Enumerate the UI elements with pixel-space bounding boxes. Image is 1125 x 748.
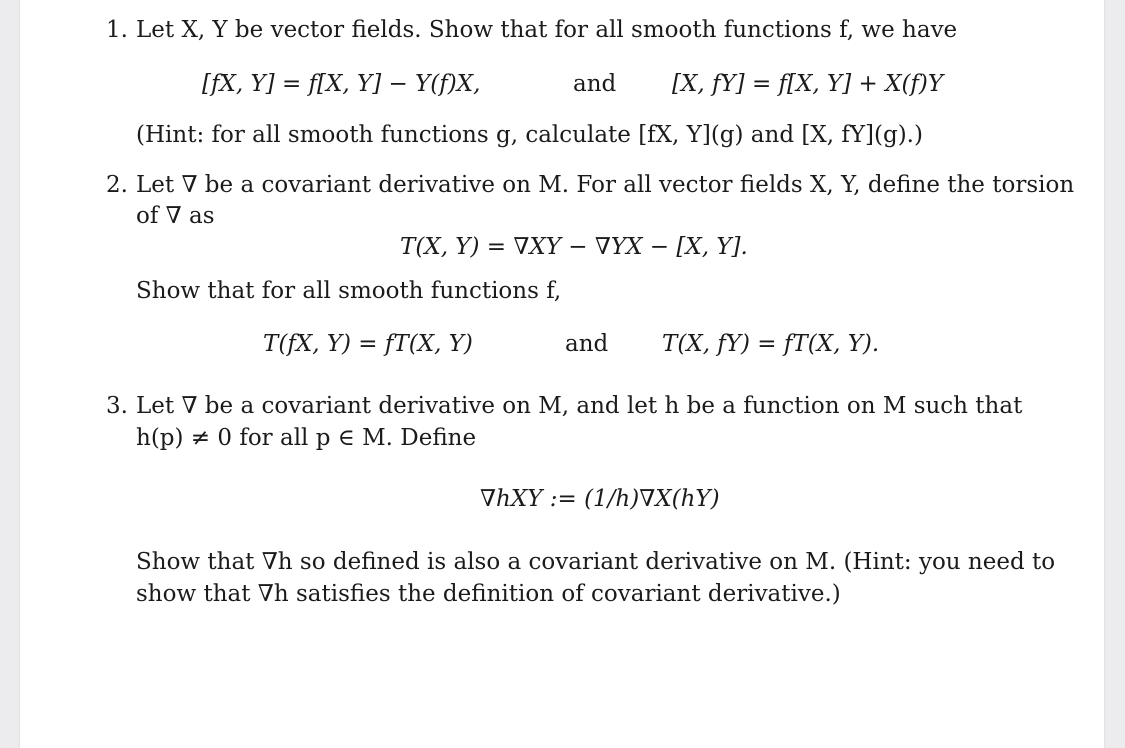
problem-3-definition-equation: ∇hXY := (1/h)∇X(hY) — [480, 486, 720, 512]
problem-1-text: Let X, Y be vector fields. Show that for all smooth functions f, we have — [136, 17, 958, 43]
document-page — [20, 0, 1104, 748]
problem-2-instruction: Show that for all smooth functions f, — [136, 278, 562, 304]
problem-3-text-continued: h(p) ≠ 0 for all p ∈ M. Define — [136, 425, 477, 451]
problem-3-number: 3. — [106, 393, 128, 419]
problem-1-number: 1. — [106, 17, 128, 43]
problem-3-instruction-continued: show that ∇h satisfies the definition of covariant derivative.) — [136, 581, 841, 607]
problem-2-text-continued: of ∇ as — [136, 203, 215, 229]
problem-2-equation-and: and — [565, 331, 609, 357]
problem-1-equation-right: [X, fY] = f[X, Y] + X(f)Y — [672, 71, 944, 97]
problem-3-text: Let ∇ be a covariant derivative on M, and let h be a function on M such that — [136, 393, 1023, 419]
problem-1-equation-left: [fX, Y] = f[X, Y] − Y(f)X, — [202, 71, 481, 97]
problem-2-equation-right: T(X, fY) = fT(X, Y). — [662, 331, 880, 357]
problem-3-instruction: Show that ∇h so defined is also a covariant derivative on M. (Hint: you need to — [136, 549, 1056, 575]
problem-2-text: Let ∇ be a covariant derivative on M. For all vector fields X, Y, define the torsion — [136, 172, 1075, 198]
problem-1-hint: (Hint: for all smooth functions g, calculate [fX, Y](g) and [X, fY](g).) — [136, 122, 923, 148]
problem-2-equation-left: T(fX, Y) = fT(X, Y) — [263, 331, 473, 357]
problem-2-torsion-equation: T(X, Y) = ∇XY − ∇YX − [X, Y]. — [400, 234, 748, 260]
problem-2-number: 2. — [106, 172, 128, 198]
problem-1-equation-and: and — [573, 71, 617, 97]
